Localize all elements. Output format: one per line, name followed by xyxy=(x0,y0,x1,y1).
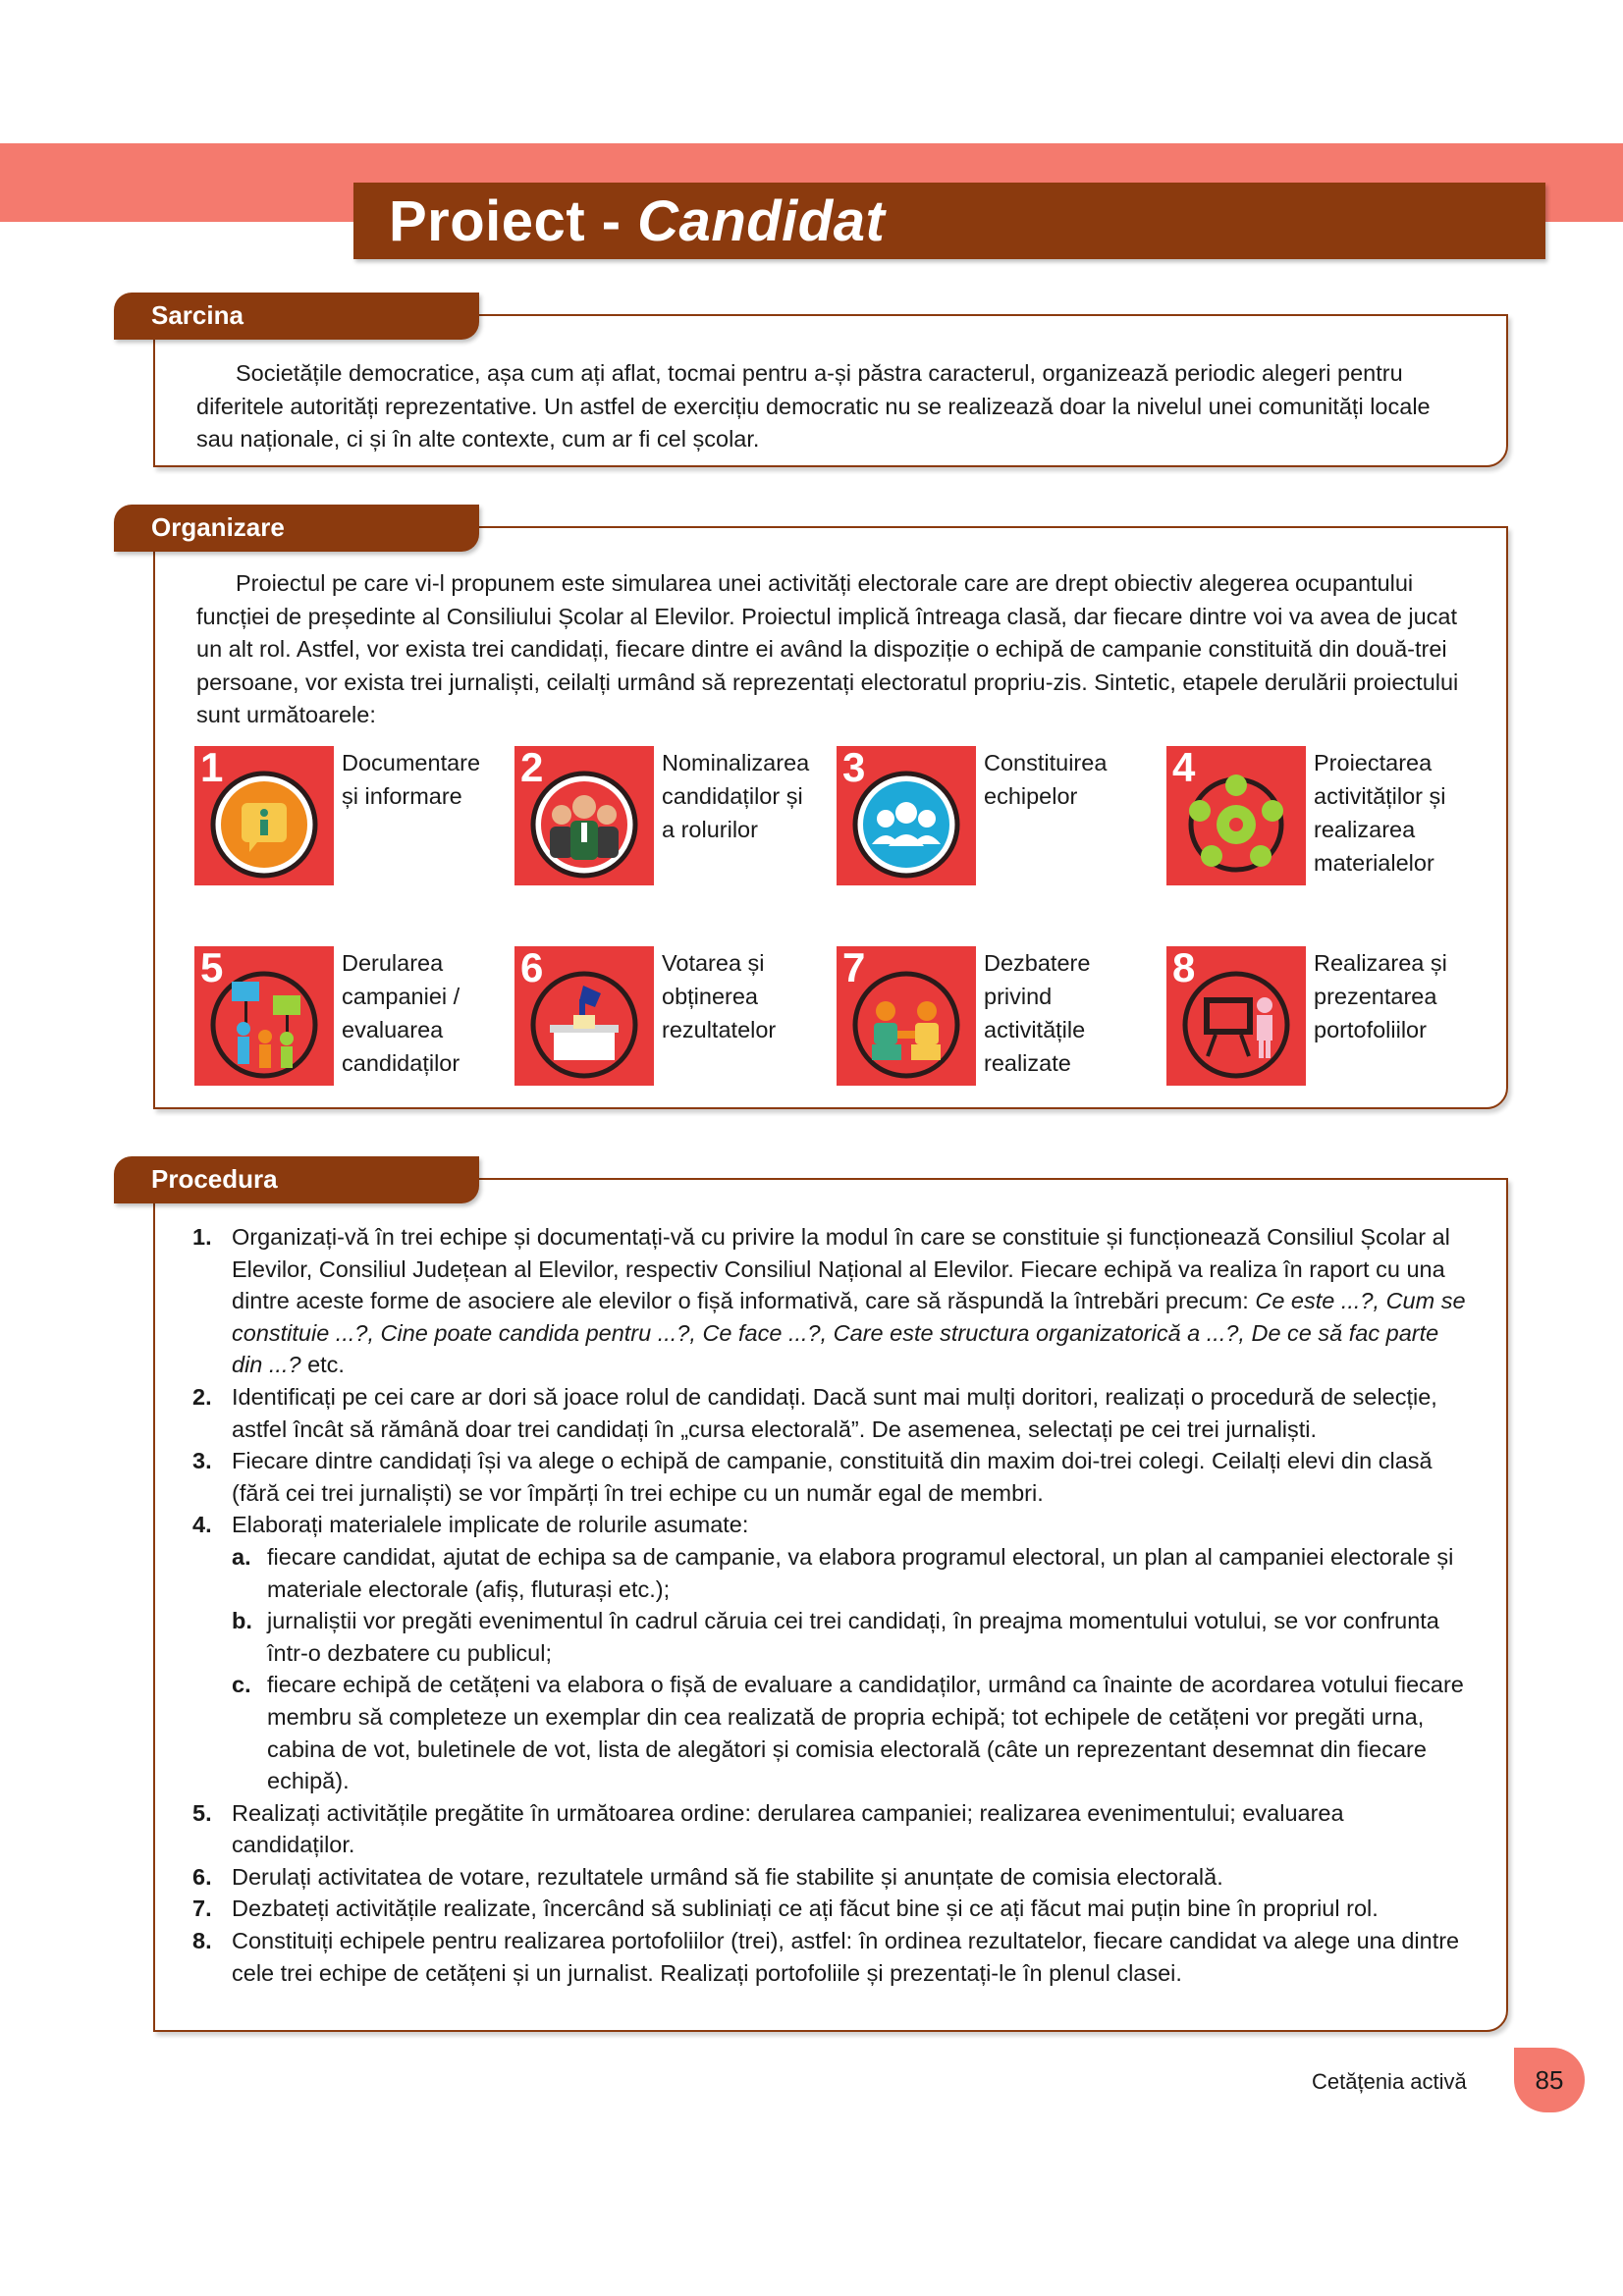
procedure-item-7 xyxy=(192,1893,1467,1925)
procedure-subitem-c xyxy=(232,1669,1467,1796)
procedure-item-8 xyxy=(192,1925,1467,1989)
step-4-number: 4 xyxy=(1172,744,1196,790)
procedure-subnumber: b. xyxy=(232,1608,252,1634)
step-1-number: 1 xyxy=(200,744,224,790)
procedure-subtext: jurnaliștii vor pregăti evenimentul în cadrul căruia cei trei candidați, în preajma momentului votului, se vor confrunta într-o dezbatere cu publicul; xyxy=(267,1608,1439,1666)
step-4 xyxy=(1166,746,1481,889)
step-7-label: Dezbatere privind activitățile realizate xyxy=(984,950,1091,1076)
step-8-number: 8 xyxy=(1172,944,1196,990)
procedure-text: Dezbateți activitățile realizate, încercând să subliniați ce ați făcut bine și ce ați făcut mai puțin bine în propriul rol. xyxy=(232,1896,1379,1922)
procedure-item-5 xyxy=(192,1797,1467,1861)
step-1-label: Documentare și informare xyxy=(342,750,481,809)
title-banner xyxy=(353,183,1545,259)
step-3-label: Constituirea echipelor xyxy=(984,750,1108,809)
procedure-subtext: fiecare echipă de cetățeni va elabora o fișă de evaluare a candidaților, urmând ca înainte de acordarea votului fiecare membru să completeze un exemplar din cea realizată de propria echipă; tot echipele de cetățeni vor pregăti urna, cabina de vot, buletinele de vot, lista de alegători și comisia electorală (câte un reprezentant desemnat din fiecare echipă). xyxy=(267,1672,1464,1794)
footer-label: Cetățenia activă xyxy=(1312,2069,1467,2094)
procedure-subnumber: a. xyxy=(232,1543,251,1570)
procedure-item-6 xyxy=(192,1861,1467,1894)
step-3-number: 3 xyxy=(842,744,866,790)
procedure-questions: Ce este ...?, Cum se constituie ...?, Cine poate candida pentru ...?, Ce face ...?, Care este structura organizatorică a ...?, De ce să fac parte din ...? xyxy=(232,1288,1466,1378)
step-2-label: Nominalizarea candidaților și a rolurilor xyxy=(662,750,810,842)
procedure-item-3 xyxy=(192,1445,1467,1509)
procedure-text: Elaborați materialele implicate de rolurile asumate: xyxy=(232,1512,749,1538)
step-7-icon-tile xyxy=(837,946,976,1086)
procedure-subitem-a xyxy=(232,1541,1467,1605)
page-number: 85 xyxy=(1514,2048,1585,2112)
step-8-icon-tile xyxy=(1166,946,1306,1086)
procedure-item-4 xyxy=(192,1509,1467,1796)
step-8-label: Realizarea și prezentarea portofoliilor xyxy=(1314,950,1447,1042)
step-2 xyxy=(514,746,829,889)
sarcina-tab xyxy=(114,293,479,340)
procedure-number: 5. xyxy=(192,1799,212,1826)
organizare-text: Proiectul pe care vi-l propunem este simularea unei activități electorale care are drept obiectiv alegerea ocupantului funcției de președinte al Consiliului Școlar al Elevilor. Proiectul implică întreaga clasă, dar fiecare dintre voi va avea de jucat un alt rol. Astfel, vor exista trei candidați, fiecare dintre ei având la dispoziție o echipă de campanie constituită din două-trei persoane, vor exista trei jurnaliști, ceilalți urmând să reprezentați electoratul propriu-zis. Sintetic, etapele derulării proiectului sunt următoarele: xyxy=(196,570,1459,727)
procedure-number: 7. xyxy=(192,1896,212,1922)
step-1-icon-tile xyxy=(194,746,334,885)
procedure-list xyxy=(192,1221,1467,1989)
step-2-number: 2 xyxy=(520,744,544,790)
step-6 xyxy=(514,946,829,1090)
procedure-subtext: fiecare candidat, ajutat de echipa sa de campanie, va elabora programul electoral, un plan al campaniei electorale și materiale electorale (afiș, fluturași etc.); xyxy=(267,1543,1454,1602)
procedure-item-1 xyxy=(192,1221,1467,1381)
step-5-label: Derularea campaniei / evaluarea candidaților xyxy=(342,950,460,1076)
procedure-number: 3. xyxy=(192,1448,212,1474)
procedura-section xyxy=(153,1178,1508,2032)
procedure-text: Identificați pe cei care ar dori să joace rolul de candidați. Dacă sunt mai mulți doritori, realizați o procedură de selecție, astfel încât să rămână doar trei candidați în „cursa electorală”. De asemenea, selectați pe cei trei jurnaliști. xyxy=(232,1383,1437,1442)
step-2-icon-tile xyxy=(514,746,654,885)
procedure-subnumber: c. xyxy=(232,1672,251,1698)
step-5-icon-tile xyxy=(194,946,334,1086)
step-4-icon-tile xyxy=(1166,746,1306,885)
procedure-number: 2. xyxy=(192,1383,212,1410)
step-6-number: 6 xyxy=(520,944,544,990)
procedure-number: 6. xyxy=(192,1863,212,1890)
procedure-number: 4. xyxy=(192,1512,212,1538)
procedure-text: Derulați activitatea de votare, rezultatele urmând să fie stabilite și anunțate de comisia electorală. xyxy=(232,1863,1223,1890)
procedure-text: Organizați-vă în trei echipe și documentați-vă cu privire la modul în care se constituie și funcționează Consiliul Școlar al Elevilor, Consiliul Județean al Elevilor, respectiv Consiliul Național al Elevilor. Fiecare echipă va realiza în raport cu una dintre aceste forme de asociere ale elevilor o fișă informativă, care să răspundă la întrebări precum: xyxy=(232,1224,1450,1314)
step-8 xyxy=(1166,946,1481,1090)
procedure-subitem-b xyxy=(232,1605,1467,1669)
step-5-number: 5 xyxy=(200,944,224,990)
procedure-text: Fiecare dintre candidați își va alege o echipă de campanie, constituită din maxim doi-trei colegi. Ceilalți elevi din clasă (fără cei trei jurnaliști) se vor împărți în trei echipe cu un număr egal de membri. xyxy=(232,1448,1433,1506)
step-1 xyxy=(194,746,509,889)
organizare-section xyxy=(153,526,1508,1109)
procedura-tab-label: Procedura xyxy=(151,1164,278,1194)
step-4-label: Proiectarea activităților și realizarea materialelor xyxy=(1314,750,1446,876)
procedure-number: 1. xyxy=(192,1224,212,1250)
sarcina-tab-label: Sarcina xyxy=(151,300,243,330)
step-6-label: Votarea și obținerea rezultatelor xyxy=(662,950,777,1042)
step-5 xyxy=(194,946,509,1090)
procedure-number: 8. xyxy=(192,1928,212,1954)
sarcina-text: Societățile democratice, așa cum ați aflat, tocmai pentru a-și păstra caracterul, organizează periodic alegeri pentru diferitele autorități reprezentative. Un astfel de exercițiu democratic nu se realizează doar la nivelul unei comunități locale sau naționale, ci și în alte contexte, cum ar fi cel școlar. xyxy=(196,360,1431,452)
step-3-icon-tile xyxy=(837,746,976,885)
procedure-text-end: etc. xyxy=(300,1352,345,1378)
step-6-icon-tile xyxy=(514,946,654,1086)
procedure-item-2 xyxy=(192,1381,1467,1445)
procedura-tab xyxy=(114,1156,479,1203)
step-7 xyxy=(837,946,1151,1090)
step-3 xyxy=(837,746,1151,889)
page-title: Proiect - Candidat xyxy=(389,189,886,253)
organizare-tab xyxy=(114,505,479,552)
procedure-text: Constituiți echipele pentru realizarea portofoliilor (trei), astfel: în ordinea rezultatelor, fiecare candidat va alege una dintre cele trei echipe de cetățeni și un jurnalist. Realizați portofoliile și prezentați-le în plenul clasei. xyxy=(232,1928,1460,1986)
step-7-number: 7 xyxy=(842,944,866,990)
procedure-text: Realizați activitățile pregătite în următoarea ordine: derularea campaniei; realizarea evenimentului; evaluarea candidaților. xyxy=(232,1799,1344,1858)
organizare-tab-label: Organizare xyxy=(151,512,285,542)
